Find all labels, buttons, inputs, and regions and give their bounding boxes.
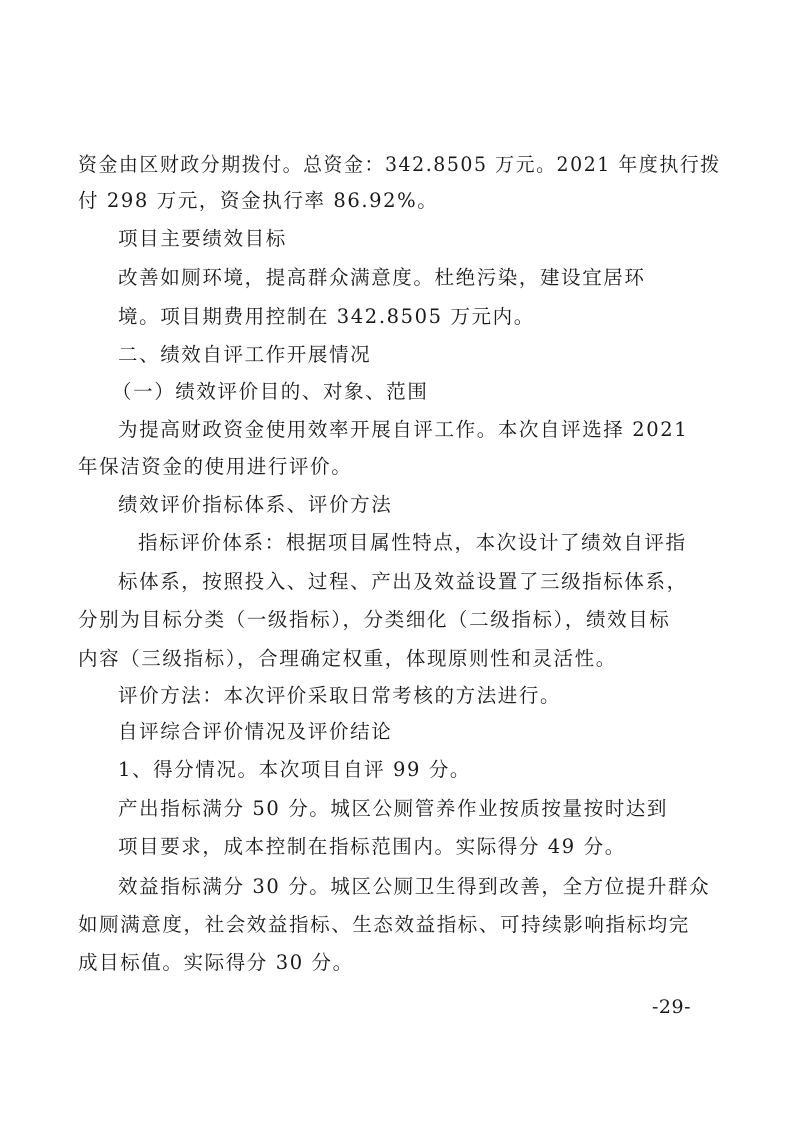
paragraph-line: 项目要求，成本控制在指标范围内。实际得分 49 分。 <box>118 835 626 858</box>
paragraph-line: 境。项目期费用控制在 342.8505 万元内。 <box>118 305 535 328</box>
paragraph-line: 如厕满意度，社会效益指标、生态效益指标、可持续影响指标均完 <box>78 913 690 936</box>
paragraph-line: 改善如厕环境，提高群众满意度。杜绝污染，建设宜居环 <box>118 266 646 289</box>
paragraph-line: 评价方法：本次评价采取日常考核的方法进行。 <box>118 684 562 707</box>
page-number: -29- <box>651 996 691 1018</box>
paragraph-line: 产出指标满分 50 分。城区公厕管养作业按质按量按时达到 <box>118 797 669 820</box>
paragraph-line: 为提高财政资金使用效率开展自评工作。本次自评选择 2021 <box>118 418 689 441</box>
paragraph-line: 标体系，按照投入、过程、产出及效益设置了三级指标体系， <box>118 570 688 593</box>
section-heading: 绩效评价指标体系、评价方法 <box>118 493 393 516</box>
section-heading: 自评综合评价情况及评价结论 <box>118 720 393 743</box>
paragraph-line: 年保洁资金的使用进行评价。 <box>78 455 353 478</box>
paragraph-line: 1、得分情况。本次项目自评 99 分。 <box>118 758 472 781</box>
paragraph-line: 成目标值。实际得分 30 分。 <box>78 951 354 974</box>
section-heading: （一）绩效评价目的、对象、范围 <box>112 380 429 403</box>
paragraph-line: 效益指标满分 30 分。城区公厕卫生得到改善，全方位提升群众 <box>118 875 711 898</box>
paragraph-line: 指标评价体系：根据项目属性特点，本次设计了绩效自评指 <box>138 531 687 554</box>
paragraph-line: 内容（三级指标），合理确定权重，体现原则性和灵活性。 <box>78 647 617 670</box>
paragraph-line: 资金由区财政分期拨付。总资金：342.8505 万元。2021 年度执行拨 <box>78 153 721 176</box>
section-heading: 项目主要绩效目标 <box>118 227 287 250</box>
section-heading: 二、绩效自评工作开展情况 <box>118 343 372 366</box>
paragraph-line: 付 298 万元，资金执行率 86.92%。 <box>78 189 439 212</box>
paragraph-line: 分别为目标分类（一级指标），分类细化（二级指标），绩效目标 <box>78 608 671 631</box>
